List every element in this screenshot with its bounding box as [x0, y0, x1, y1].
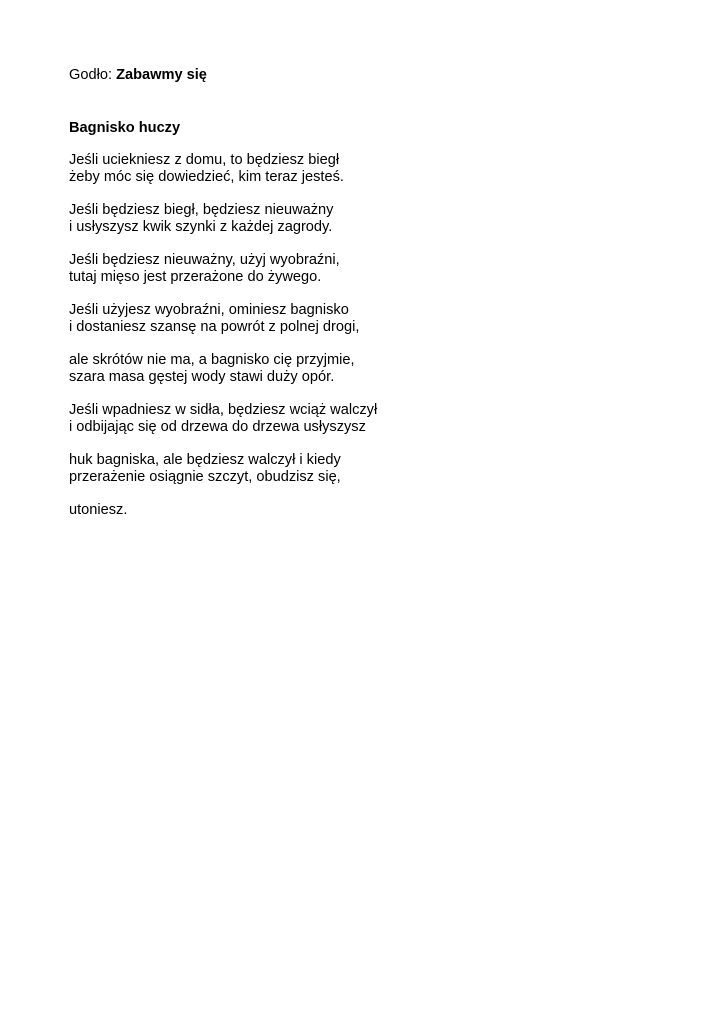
stanza-8: [69, 502, 669, 519]
poem-line: Jeśli będziesz nieuważny, użyj wyobraźni,: [69, 252, 340, 268]
poem-line: i odbijając się od drzewa do drzewa usłyszysz: [69, 419, 366, 435]
poem-line: przerażenie osiągnie szczyt, obudzisz się,: [69, 469, 341, 485]
poem-line: utoniesz.: [69, 502, 128, 518]
poem-line: Jeśli będziesz biegł, będziesz nieuważny: [69, 202, 334, 218]
stanza-6: [69, 402, 669, 436]
motto-line: [69, 67, 669, 84]
stanza-5: [69, 352, 669, 386]
poem-line: ale skrótów nie ma, a bagnisko cię przyjmie,: [69, 352, 355, 368]
stanza-7: [69, 452, 669, 486]
poem-line: Jeśli wpadniesz w sidła, będziesz wciąż walczył: [69, 402, 378, 418]
poem-line: żeby móc się dowiedzieć, kim teraz jesteś.: [69, 169, 344, 185]
poem-line: Jeśli uciekniesz z domu, to będziesz biegł: [69, 152, 340, 168]
stanza-4: [69, 302, 669, 336]
poem-line: i dostaniesz szansę na powrót z polnej drogi,: [69, 319, 360, 335]
document-content: [69, 67, 669, 535]
stanza-3: [69, 252, 669, 286]
motto-label: Godło:: [69, 67, 117, 83]
poem-line: i usłyszysz kwik szynki z każdej zagrody.: [69, 219, 333, 235]
motto-value: Zabawmy się: [116, 67, 207, 83]
poem-body: [69, 152, 669, 519]
poem-line: huk bagniska, ale będziesz walczył i kiedy: [69, 452, 341, 468]
poem-title: Bagnisko huczy: [69, 120, 181, 136]
poem-line: Jeśli użyjesz wyobraźni, ominiesz bagnisko: [69, 302, 349, 318]
poem-line: szara masa gęstej wody stawi duży opór.: [69, 369, 335, 385]
poem-line: tutaj mięso jest przerażone do żywego.: [69, 269, 322, 285]
stanza-1: [69, 152, 669, 186]
stanza-2: [69, 202, 669, 236]
